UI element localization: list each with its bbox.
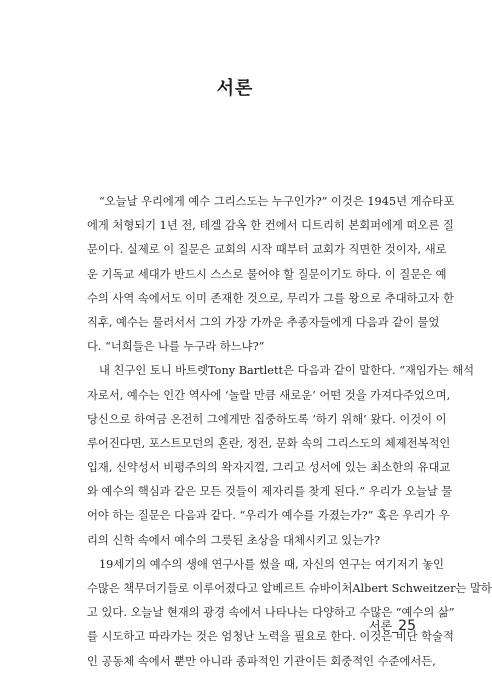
- body-text: [87, 190, 492, 674]
- text-line: 당신으로 하여금 온전히 그에게만 집중하도록 ‘하기 위해’ 왔다. 이것이 이: [87, 412, 447, 426]
- text-line: 19세기의 예수의 생애 연구사를 썼을 때, 자신의 연구는 여기저기 놓인: [99, 557, 444, 571]
- text-line: 문이다. 실제로 이 질문은 교회의 시작 때부터 교회가 직면한 것이자, 새로: [87, 243, 447, 257]
- text-line: 수의 사역 속에서도 이미 존재한 것으로, 무리가 그를 왕으로 추대하고자 한: [87, 291, 454, 305]
- footer-separator: _: [392, 619, 399, 633]
- text-line: 자로서, 예수는 인간 역사에 ‘놀랄 만큼 새로운’ 어떤 것을 가져다주었으며,: [87, 388, 451, 402]
- text-line: 운 기독교 세대가 반드시 스스로 물어야 할 질문이기도 하다. 이 질문은 예: [87, 267, 447, 281]
- text-line: 다. “너희들은 나를 누구라 하느냐?”: [87, 340, 265, 354]
- text-line: 내 친구인 토니 바트렛Tony Bartlett은 다음과 같이 말한다. “재임가는 해석: [99, 364, 475, 378]
- text-line: 입재, 신약성서 비평주의의 왁자지껄, 그리고 성서에 있는 최소한의 유대교: [87, 461, 451, 475]
- text-line: 직후, 예수는 물러서서 그의 가장 가까운 추종자들에게 다음과 같이 물었: [87, 315, 440, 329]
- text-line: 어야 하는 질문은 다음과 같다. “우리가 예수를 가졌는가?” 혹은 우리가 우: [87, 509, 450, 523]
- chapter-title: 서론: [216, 78, 254, 99]
- text-line: 를 시도하고 따라가는 것은 엄청난 노력을 필요로 한다. 이것은 비단 학술적: [87, 630, 454, 644]
- text-line: 에게 처형되기 1년 전, 테겔 감옥 한 컨에서 디트리히 본회퍼에게 떠오른 질: [87, 219, 454, 233]
- text-line: 루어진다면, 포스트모던의 혼란, 정전, 문화 속의 그리스도의 체제전복적인: [87, 436, 451, 450]
- text-line: 인 공동체 속에서 뿐만 아니라 종파적인 기관이든 회중적인 수준에서든,: [87, 654, 436, 668]
- page-number: 25: [398, 618, 416, 634]
- text-line: 와 예수의 핵심과 같은 모든 것들이 제자리를 찾게 된다.” 우리가 오늘날 물: [87, 485, 453, 499]
- page-footer: [369, 617, 416, 634]
- text-line: 리의 신학 속에서 예수의 그릇된 초상을 대체시키고 있는가?: [87, 533, 381, 547]
- text-line: “오늘날 우리에게 예수 그리스도는 누구인가?” 이것은 1945년 게슈타포: [99, 195, 455, 208]
- text-line: 고 있다. 오늘날 현재의 광경 속에서 나타나는 다양하고 수많은 “예수의 삶”: [87, 606, 455, 620]
- footer-section: 서론: [368, 619, 393, 633]
- text-line: 수많은 책무더기들로 이루어졌다고 알베르트 슈바이처Albert Schweitzer는 말하: [87, 582, 492, 595]
